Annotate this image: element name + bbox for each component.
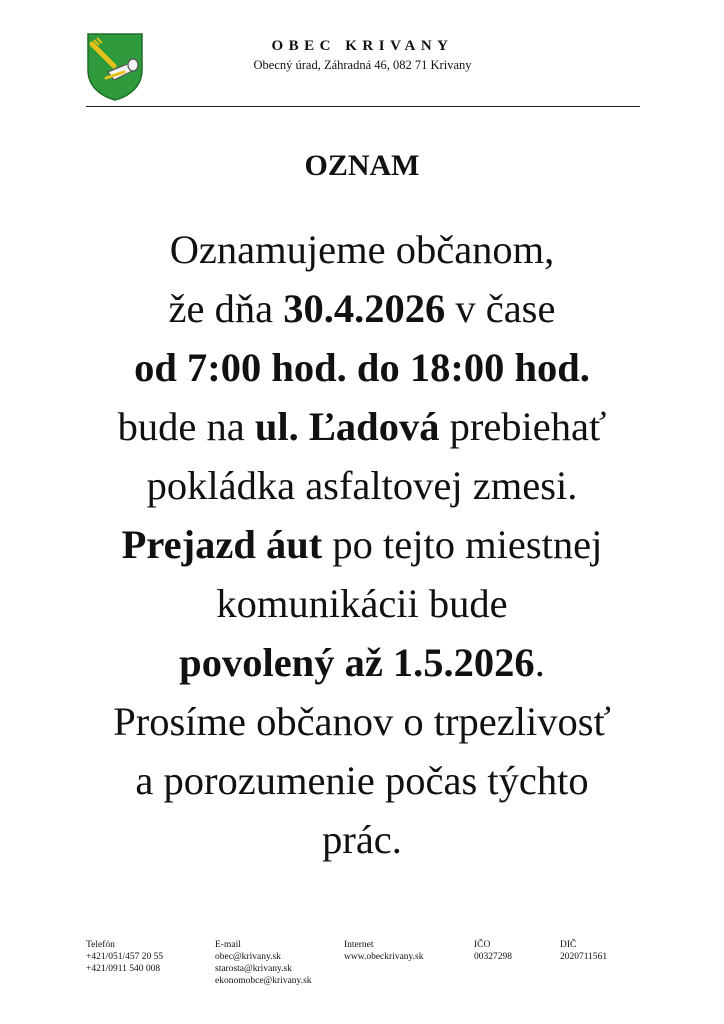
notice-text: po tejto miestnej	[322, 522, 603, 567]
notice-line-7: komunikácii bude	[216, 581, 508, 626]
notice-line-9: Prosíme občanov o trpezlivosť	[113, 699, 611, 744]
notice-reopen-date: povolený až 1.5.2026	[179, 640, 535, 685]
notice-line-10: a porozumenie počas týchto	[135, 758, 589, 803]
footer-value: +421/0911 540 008	[86, 964, 161, 974]
footer-dic	[560, 939, 607, 963]
notice-body	[0, 220, 724, 869]
notice-line-6	[0, 515, 724, 574]
footer-label: Telefón	[86, 940, 115, 950]
notice-street: ul. Ľadová	[254, 404, 440, 449]
notice-line-2	[0, 279, 724, 338]
footer-value: 00327298	[474, 952, 512, 962]
footer-value: +421/051/457 20 55	[86, 952, 164, 962]
notice-line-5: pokládka asfaltovej zmesi.	[146, 463, 578, 508]
notice-line-8	[0, 633, 724, 692]
footer-label: IČO	[474, 940, 491, 950]
coat-of-arms-icon	[86, 32, 144, 102]
notice-text: že dňa	[168, 286, 284, 331]
footer-label: DIČ	[560, 940, 577, 950]
footer-email	[215, 939, 312, 987]
office-address: Obecný úrad, Záhradná 46, 082 71 Krivany	[253, 58, 472, 72]
header-divider	[86, 106, 640, 107]
notice-line-11: prác.	[322, 817, 402, 862]
notice-text: bude na	[117, 404, 255, 449]
notice-title: OZNAM	[304, 149, 420, 182]
footer-label: Internet	[344, 940, 374, 950]
notice-emphasis: Prejazd áut	[121, 522, 323, 567]
footer-value: starosta@krivany.sk	[215, 964, 292, 974]
footer-phone	[86, 939, 163, 975]
notice-line-1: Oznamujeme občanom,	[169, 227, 555, 272]
footer-value: ekonomobce@krivany.sk	[215, 976, 312, 986]
municipality-name: OBEC KRIVANY	[271, 38, 454, 54]
notice-text: .	[534, 640, 545, 685]
footer-value: 2020711561	[560, 952, 608, 962]
notice-time-range: od 7:00 hod. do 18:00 hod.	[134, 345, 590, 390]
footer-value: www.obeckrivany.sk	[344, 952, 424, 962]
notice-text: prebiehať	[439, 404, 607, 449]
notice-text: v čase	[445, 286, 556, 331]
letterhead	[200, 36, 525, 74]
footer-internet	[344, 939, 424, 963]
footer-label: E-mail	[215, 940, 241, 950]
footer-ico	[474, 939, 512, 963]
notice-line-4	[0, 397, 724, 456]
footer-value: obec@krivany.sk	[215, 952, 281, 962]
notice-date: 30.4.2026	[283, 286, 446, 331]
